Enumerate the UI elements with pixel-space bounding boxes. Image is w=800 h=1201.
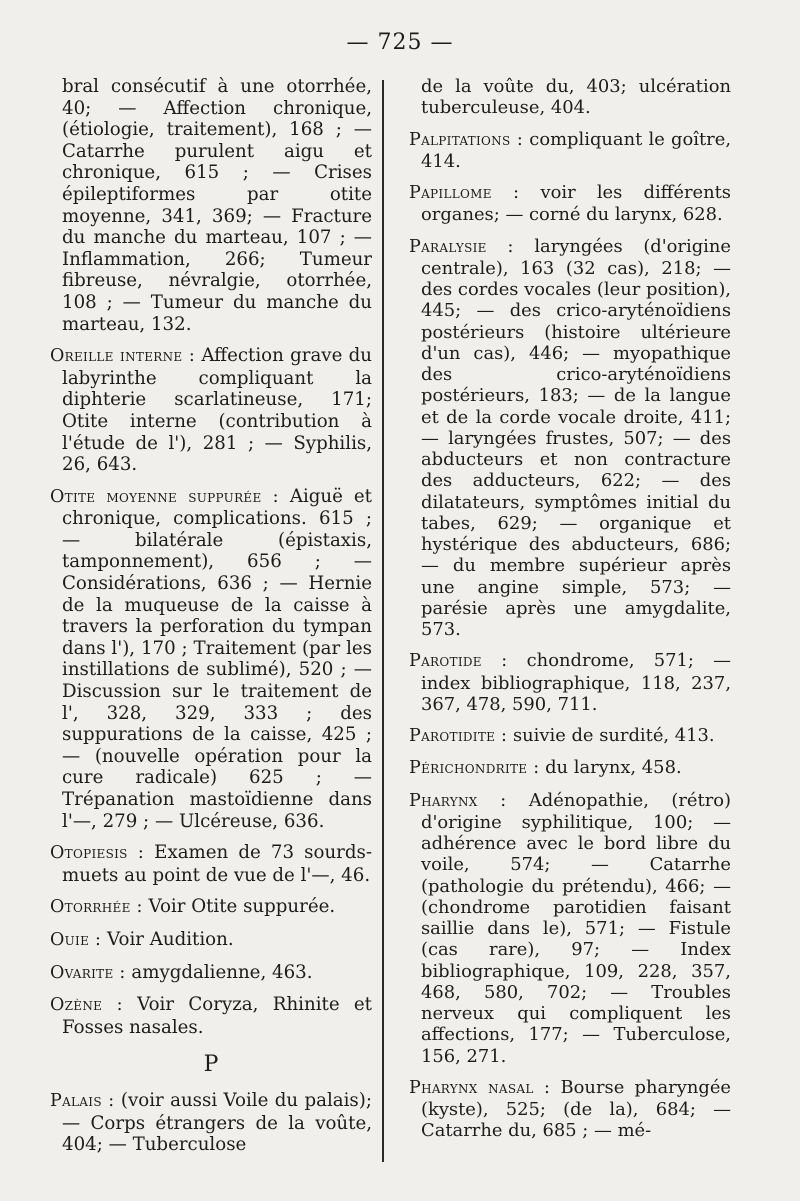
section-letter: P [203, 1052, 219, 1078]
index-entry [409, 650, 731, 715]
index-entry [409, 76, 731, 119]
entry-head: Palais : [50, 1090, 115, 1111]
index-entry [409, 236, 731, 641]
entry-text: Bourse pharyngée (kyste), 525; (de la), 684; — Catarrhe du, 685 ; — mé- [421, 1076, 731, 1142]
index-entry [409, 129, 731, 173]
entry-text: Voir Otite suppurée. [148, 896, 336, 918]
left-column [50, 76, 372, 1166]
index-entry [50, 929, 372, 952]
index-entry [50, 486, 372, 833]
entry-text: compliquant le goître, 414. [421, 128, 732, 172]
entry-text: Aiguë et chronique, complications. 615 ; — bilatérale (épistaxis, tamponnement), 656 ; — Considérations, 636 ; — Hernie de la muqueuse de la caisse à travers la perforation du tympan dans l'), 170 ; Traitement (par les instillations de sublimé), 520 ; — Discussion sur le traitement de l', 328, 329, 333 ; des suppurations de la caisse, 425 ; — (nouvelle opération pour la cure radicale) 625 ; — Trépanation mastoïdienne dans l'—, 279 ; — Ulcéreuse, 636. [62, 485, 372, 832]
entry-head: Otorrhée : [50, 897, 143, 918]
entry-head: Pharynx nasal : [409, 1077, 551, 1098]
index-entry [409, 725, 731, 747]
entry-text: suivie de surdité, 413. [512, 725, 715, 746]
entry-text: amygdalienne, 463. [131, 961, 313, 983]
entry-head: Ouie : [50, 929, 102, 950]
index-entry [50, 76, 372, 335]
entry-head: Paralysie : [409, 236, 514, 257]
index-entry [50, 896, 372, 919]
entry-head: Otopiesis : [50, 843, 145, 864]
index-entry [409, 790, 731, 1067]
entry-text: Adénopathie, (rétro) d'origine syphilitique, 100; — adhérence avec le bord libre du voile, 574; — Catarrhe (pathologie du prétendu), 466; — (chondrome parotidien faisant saillie dans le), 571; — Fistule (cas rare), 97; — Index bibliographique, 109, 228, 357, 468, 580, 702; — Troubles nerveux qui compliquent les affections, 177; — Tuberculose, 156, 271. [421, 789, 731, 1067]
entry-text: de la voûte du, 403; ulcération tuberculeuse, 404. [421, 76, 731, 119]
entry-head: Ozène : [50, 995, 123, 1016]
entry-head: Ovarite : [50, 962, 126, 983]
entry-text: laryngées (d'origine centrale), 163 (32 cas), 218; — des cordes vocales (leur position), 445; — des crico-aryténoïdiens postérieurs (histoire ultérieure d'un cas), 446; — myopathique des crico-aryténoïdiens postérieurs, 183; — de la langue et de la corde vocale droite, 411; — laryngées frustes, 507; — des abducteurs et non contracture des adducteurs, 622; — des dilatateurs, symptômes initial du tabes, 629; — organique et hystérique des abducteurs, 686; — du membre supérieur après une angine simple, 573; — parésie après une amygdalite, 573. [421, 235, 731, 640]
index-entry [50, 962, 372, 985]
index-entry [409, 757, 731, 779]
entry-text: voir les différents organes; — corné du larynx, 628. [421, 182, 731, 226]
entry-head: Papillome : [409, 183, 520, 203]
index-entry [50, 345, 372, 476]
index-entry [409, 182, 731, 226]
index-entry [50, 842, 372, 886]
entry-head: Otite moyenne suppurée : [50, 486, 279, 507]
entry-text: bral consécutif à une otorrhée, 40; — Affection chronique, (étiologie, traitement), 168 ; — Catarrhe purulent aigu et chronique, 615 ; — Crises épileptiformes par otite moyenne, 341, 369; — Fracture du manche du marteau, 107 ; — Inflammation, 266; Tumeur fibreuse, névralgie, otorrhée, 108 ; — Tumeur du manche du marteau, 132. [62, 76, 372, 335]
entry-text: chondrome, 571; — index bibliographique, 118, 237, 367, 478, 590, 711. [421, 650, 732, 715]
entry-text: (voir aussi Voile du palais); — Corps étrangers de la voûte, 404; — Tuberculose [62, 1089, 372, 1156]
entry-head: Parotidite : [409, 726, 508, 746]
index-entry [50, 994, 372, 1038]
right-column [409, 76, 731, 1152]
index-entry [50, 1090, 372, 1156]
entry-head: Parotide : [409, 651, 508, 672]
entry-text: Voir Coryza, Rhinite et Fosses nasales. [62, 994, 372, 1038]
page-number: — 725 — [346, 30, 454, 55]
index-entry [409, 1077, 731, 1142]
entry-text: Voir Audition. [107, 928, 234, 950]
entry-text: du larynx, 458. [545, 757, 682, 779]
entry-text: Affection grave du labyrinthe compliquant la diphterie scarlatineuse, 171; Otite interne (contribution à l'étude de l'), 281 ; — Syphilis, 26, 643. [62, 345, 372, 476]
column-divider [382, 80, 384, 1162]
entry-head: Oreille interne : [50, 346, 196, 367]
entry-head: Pharynx : [409, 790, 507, 811]
entry-head: Périchondrite : [409, 758, 540, 779]
entry-text: Examen de 73 sourds-muets au point de vue de l'—, 46. [62, 842, 372, 886]
entry-head: Palpitations : [409, 129, 524, 150]
